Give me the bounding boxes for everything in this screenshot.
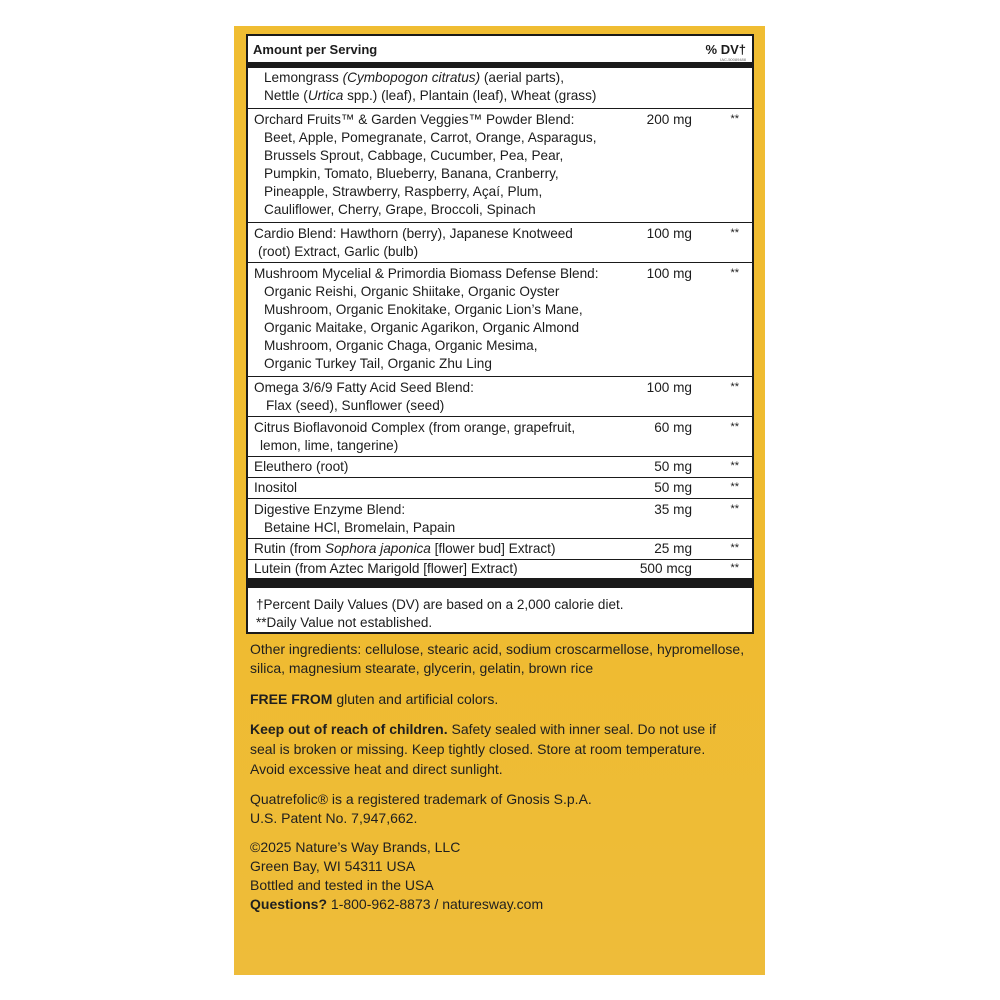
nutrient-name: Inositol [254,480,298,495]
free-from-text: gluten and artificial colors. [332,691,499,707]
nutrient-row-orchard-fruits [248,108,752,223]
nutrient-name: Orchard Fruits™ & Garden Veggies™ Powder Blend: [254,112,575,127]
nutrient-row-cardio-blend [248,222,752,263]
nutrient-row-omega-blend [248,376,752,417]
nutrient-dv: ** [730,460,739,472]
warning-line [250,719,716,739]
nutrient-line: Pumpkin, Tomato, Blueberry, Banana, Cranberry, [264,166,559,181]
nutrient-line [264,87,596,105]
patent-line: U.S. Patent No. 7,947,662. [250,810,418,826]
contact-line [250,894,543,914]
nutrient-row-digestive-enzyme [248,498,752,539]
nutrient-amount: 100 mg [646,380,692,395]
nutrient-line: Brussels Sprout, Cabbage, Cucumber, Pea, Pear, [264,148,564,163]
nutrient-amount: 200 mg [646,112,692,127]
panel-header [248,36,752,68]
nutrient-amount: 50 mg [654,459,692,474]
nutrient-amount: 60 mg [654,420,692,435]
nutrient-amount: 500 mcg [639,561,692,576]
address-line: Green Bay, WI 54311 USA [250,858,416,874]
nutrient-line: Mushroom, Organic Chaga, Organic Mesima, [264,338,538,353]
nutrient-amount: 50 mg [654,480,692,495]
text-segment: [flower bud] Extract) [434,541,556,556]
nutrient-line: Betaine HCl, Bromelain, Papain [264,520,456,535]
warning-label: Keep out of reach of children. [250,721,448,737]
text-segment: Rutin (from [254,541,322,556]
nutrient-amount: 35 mg [654,502,692,517]
text-segment: spp.) (leaf), Plantain (leaf), Wheat (grass) [347,88,597,103]
nutrient-line: Pineapple, Strawberry, Raspberry, Açaí, Plum, [264,184,543,199]
text-segment: (aerial parts), [483,70,564,85]
nutrient-row-lemongrass [248,68,752,108]
nutrient-dv: ** [730,542,739,554]
nutrient-name: Omega 3/6/9 Fatty Acid Seed Blend: [254,380,474,395]
nutrient-dv: ** [730,481,739,493]
free-from-label: FREE FROM [250,691,333,707]
nutrient-name [254,540,556,558]
supplement-facts-panel [246,34,754,634]
daily-value-header: % DV† [705,42,746,57]
footnote-not-established: **Daily Value not established. [256,615,433,630]
latin-name: Sophora japonica [325,541,431,556]
nutrient-line: Mushroom, Organic Enokitake, Organic Lion’s Mane, [264,302,583,317]
warning-line: seal is broken or missing. Keep tightly closed. Store at room temperature. [250,741,706,757]
nutrient-dv: ** [730,267,739,279]
panel-bottom-bar [248,578,752,588]
footnote-dv: †Percent Daily Values (DV) are based on a 2,000 calorie diet. [256,597,624,612]
free-from-line [250,689,498,709]
text-segment: Nettle ( [264,88,308,103]
nutrient-dv: ** [730,421,739,433]
amount-per-serving-header: Amount per Serving [253,42,378,57]
nutrient-row-mushroom-blend [248,262,752,377]
nutrient-name: Digestive Enzyme Blend: [254,502,406,517]
nutrient-row-eleuthero [248,456,752,478]
nutrient-dv: ** [730,227,739,239]
nutrient-name: Mushroom Mycelial & Primordia Biomass Defense Blend: [254,266,599,281]
nutrient-line: lemon, lime, tangerine) [260,438,399,453]
copyright-line: ©2025 Nature’s Way Brands, LLC [250,839,461,855]
nutrient-amount: 100 mg [646,266,692,281]
warning-line: Avoid excessive heat and direct sunlight. [250,761,503,777]
nutrient-line: (root) Extract, Garlic (bulb) [258,244,419,259]
contact-info: 1-800-962-8873 / naturesway.com [327,896,544,912]
bottled-line: Bottled and tested in the USA [250,877,434,893]
nutrient-line: Cauliflower, Cherry, Grape, Broccoli, Spinach [264,202,536,217]
warning-text: Safety sealed with inner seal. Do not use if [447,721,717,737]
nutrient-line: Beet, Apple, Pomegranate, Carrot, Orange, Asparagus, [264,130,597,145]
label-code: IAC-50089488 [720,57,746,62]
nutrient-row-lutein [248,559,752,579]
other-ingredients-line: silica, magnesium stearate, glycerin, gelatin, brown rice [250,660,594,676]
nutrient-name: Citrus Bioflavonoid Complex (from orange, grapefruit, [254,420,576,435]
questions-label: Questions? [250,896,328,912]
nutrient-line: Organic Reishi, Organic Shiitake, Organic Oyster [264,284,560,299]
nutrient-name: Cardio Blend: Hawthorn (berry), Japanese Knotweed [254,226,573,241]
other-ingredients-line: Other ingredients: cellulose, stearic acid, sodium croscarmellose, hypromellose, [250,641,745,657]
nutrient-line: Organic Turkey Tail, Organic Zhu Ling [264,356,492,371]
nutrient-row-rutin [248,538,752,560]
nutrient-name: Lutein (from Aztec Marigold [flower] Extract) [254,561,518,576]
text-segment: Lemongrass [264,70,339,85]
latin-name: (Cymbopogon citratus) [342,70,481,85]
nutrient-dv: ** [730,503,739,515]
nutrient-row-citrus-bioflavonoid [248,416,752,457]
nutrient-line: Flax (seed), Sunflower (seed) [266,398,445,413]
nutrient-amount: 100 mg [646,226,692,241]
nutrient-row-inositol [248,477,752,499]
nutrient-amount: 25 mg [654,541,692,556]
nutrient-name: Eleuthero (root) [254,459,349,474]
nutrient-line: Organic Maitake, Organic Agarikon, Organic Almond [264,320,580,335]
nutrient-line [264,69,564,87]
trademark-line: Quatrefolic® is a registered trademark of Gnosis S.p.A. [250,791,592,807]
nutrient-dv: ** [730,562,739,574]
latin-name: Urtica [307,88,344,103]
nutrient-dv: ** [730,381,739,393]
nutrient-dv: ** [730,113,739,125]
